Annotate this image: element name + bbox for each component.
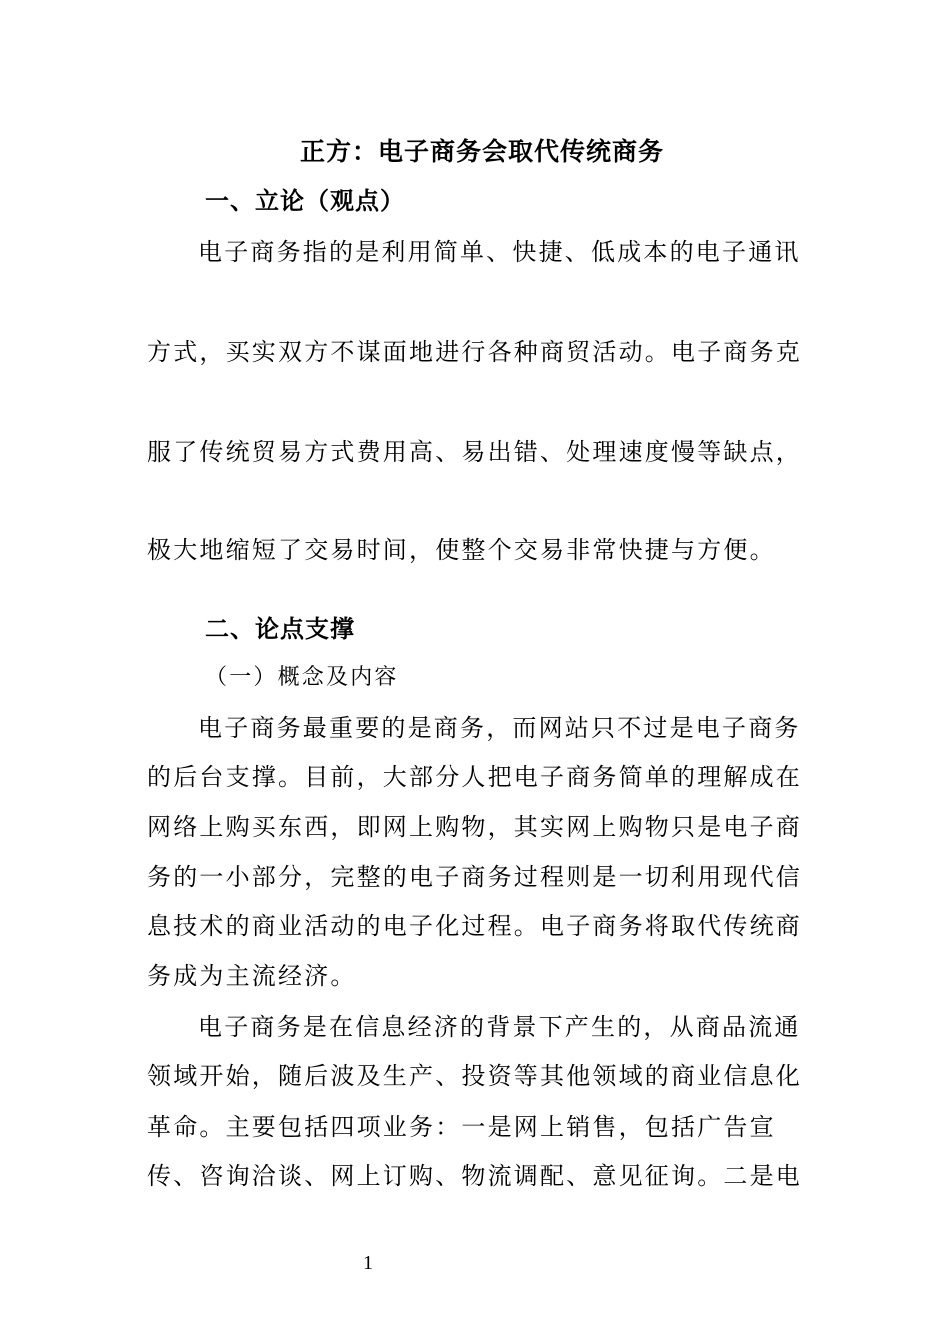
paragraph-line: 息技术的商业活动的电子化过程。电子商务将取代传统商 <box>147 912 802 940</box>
paragraph-line: 革命。主要包括四项业务：一是网上销售，包括广告宣 <box>147 1113 776 1141</box>
paragraph-line: 领域开始，随后波及生产、投资等其他领域的商业信息化 <box>147 1062 802 1090</box>
paragraph-line: 网络上购买东西，即网上购物，其实网上购物只是电子商 <box>147 813 802 841</box>
page-number: 1 <box>363 1252 373 1274</box>
section1-line: 服了传统贸易方式费用高、易出错、处理速度慢等缺点， <box>147 438 802 466</box>
paragraph-line: 电子商务最重要的是商务，而网站只不过是电子商务 <box>198 714 801 742</box>
section1-line: 方式，买实双方不谋面地进行各种商贸活动。电子商务克 <box>147 338 802 366</box>
section1-line: 极大地缩短了交易时间，使整个交易非常快捷与方便。 <box>147 536 776 564</box>
section2-heading: 二、论点支撑 <box>205 615 355 643</box>
subsection1-heading: （一）概念及内容 <box>205 665 399 690</box>
section1-heading: 一、立论（观点） <box>205 187 405 215</box>
paragraph-line: 的后台支撑。目前，大部分人把电子商务简单的理解成在 <box>147 763 802 791</box>
paragraph-line: 务的一小部分，完整的电子商务过程则是一切利用现代信 <box>147 863 802 891</box>
paragraph-line: 务成为主流经济。 <box>147 962 357 990</box>
paragraph-line: 传、咨询洽谈、网上订购、物流调配、意见征询。二是电 <box>147 1162 802 1190</box>
paragraph-line: 电子商务是在信息经济的背景下产生的，从商品流通 <box>198 1013 801 1041</box>
section1-line: 电子商务指的是利用简单、快捷、低成本的电子通讯 <box>198 238 801 266</box>
document-title: 正方：电子商务会取代传统商务 <box>300 137 665 166</box>
